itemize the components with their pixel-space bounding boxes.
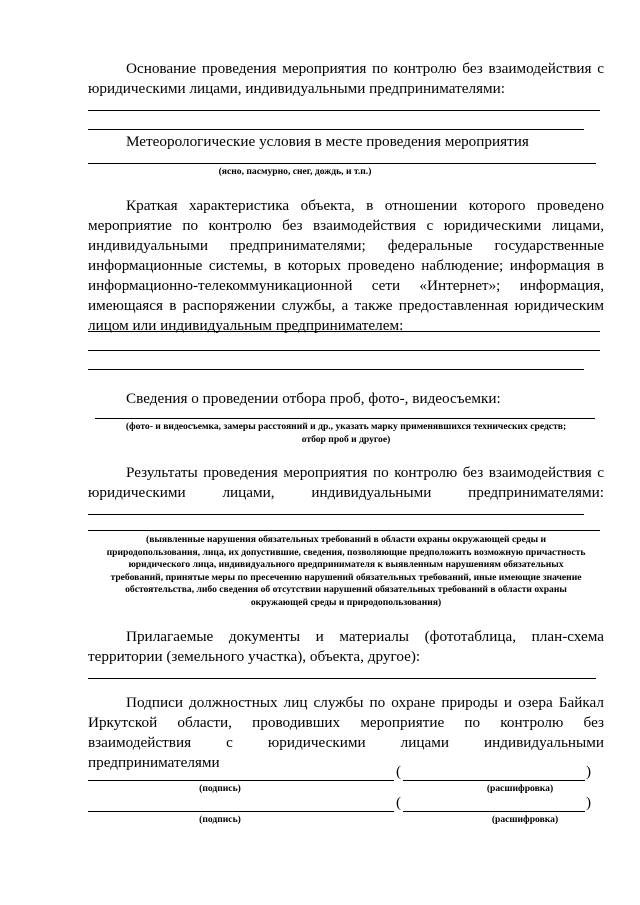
name-line-2[interactable]: [403, 811, 585, 812]
attachments-line-1: Прилагаемые документы и материалы (фототаблица, план-схема: [126, 628, 604, 645]
signature-caption-2: (подпись): [199, 814, 241, 825]
signature-line-2[interactable]: [88, 811, 394, 812]
sampling-hint-line-2: отбор проб и другое): [301, 434, 391, 445]
weather-label: Метеорологические условия в месте проведения мероприятия: [126, 133, 529, 150]
results-hint-line-5: обстоятельства, либо сведения об отсутствии нарушений обязательных требований в области охраны: [125, 584, 567, 595]
results-hint-line-1: (выявленные нарушения обязательных требований в области охраны окружающей среды и: [146, 534, 546, 545]
object-desc-line-2: мероприятие по контролю без взаимодействия с юридическими лицами,: [88, 217, 604, 234]
name-caption-2: (расшифровка): [491, 814, 559, 825]
results-hint-line-4: требований, принятые меры по пресечению нарушений обязательных требований, иные имеющие значение: [110, 571, 582, 583]
attachments-line-2: территории (земельного участка), объекта, другое):: [88, 648, 421, 665]
object-desc-line-4: информационные системы, в которых проведено наблюдение; информация в: [88, 257, 604, 274]
signatures-line-1: Подписи должностных лиц службы по охране природы и озера Байкал: [126, 694, 604, 711]
object-field-line-2[interactable]: [88, 350, 600, 351]
sampling-hint-line-1: (фото- и видеосъемка, замеры расстояний и др., указать марку применявшихся технических средств;: [125, 421, 567, 432]
open-paren-2: (: [396, 794, 402, 811]
sampling-label: Сведения о проведении отбора проб, фото-, видеосъемки:: [126, 390, 501, 407]
name-caption-1: (расшифровка): [486, 783, 554, 794]
basis-line-2: юридическими лицами, индивидуальными предпринимателями:: [88, 80, 505, 97]
signatures-line-2: Иркутской области, проводивших мероприятие по контролю без: [88, 714, 604, 731]
object-desc-line-5: информационно-телекоммуникационной сети «Интернет»; информация,: [88, 277, 604, 294]
close-paren-2: ): [586, 794, 592, 811]
object-desc-line-6: имеющаяся в распоряжении службы, а также предоставленная юридическим: [88, 297, 604, 314]
object-field-line-1[interactable]: [88, 331, 600, 332]
basis-field-line-2[interactable]: [88, 129, 584, 130]
attachments-field-line[interactable]: [88, 678, 596, 679]
close-paren-1: ): [586, 763, 592, 780]
results-hint-line-2: природопользования, лица, их допустившие, сведения, позволяющие предположить возможную причастность: [106, 546, 586, 558]
object-desc-line-3: индивидуальными предпринимателями; федеральные государственные: [88, 237, 604, 254]
object-desc-line-7: лицом или индивидуальным предпринимателем:: [88, 317, 404, 334]
basis-field-line-1[interactable]: [88, 110, 600, 111]
sampling-field-line[interactable]: [95, 418, 595, 419]
results-hint-line-3: юридического лица, индивидуального предпринимателя к выявленным нарушениям обязательных: [128, 559, 564, 570]
weather-field-line[interactable]: [88, 163, 596, 164]
signature-line-1[interactable]: [88, 780, 394, 781]
object-desc-line-1: Краткая характеристика объекта, в отношении которого проведено: [126, 197, 604, 214]
signature-caption-1: (подпись): [199, 783, 241, 794]
results-field-line-2[interactable]: [88, 530, 600, 531]
results-line-1: Результаты проведения мероприятия по контролю без взаимодействия с: [126, 464, 604, 481]
object-field-line-3[interactable]: [88, 369, 584, 370]
basis-line-1: Основание проведения мероприятия по контролю без взаимодействия с: [126, 60, 604, 77]
results-hint-line-6: окружающей среды и природопользования): [250, 596, 442, 608]
signatures-line-4: предпринимателями: [88, 754, 220, 771]
weather-hint: (ясно, пасмурно, снег, дождь, и т.п.): [218, 166, 372, 177]
name-line-1[interactable]: [403, 780, 585, 781]
open-paren-1: (: [396, 763, 402, 780]
results-line-2: юридическими лицами, индивидуальными предпринимателями:: [88, 484, 604, 501]
results-field-line-1[interactable]: [88, 514, 584, 515]
signatures-line-3: взаимодействия с юридическими лицами индивидуальными: [88, 734, 604, 751]
